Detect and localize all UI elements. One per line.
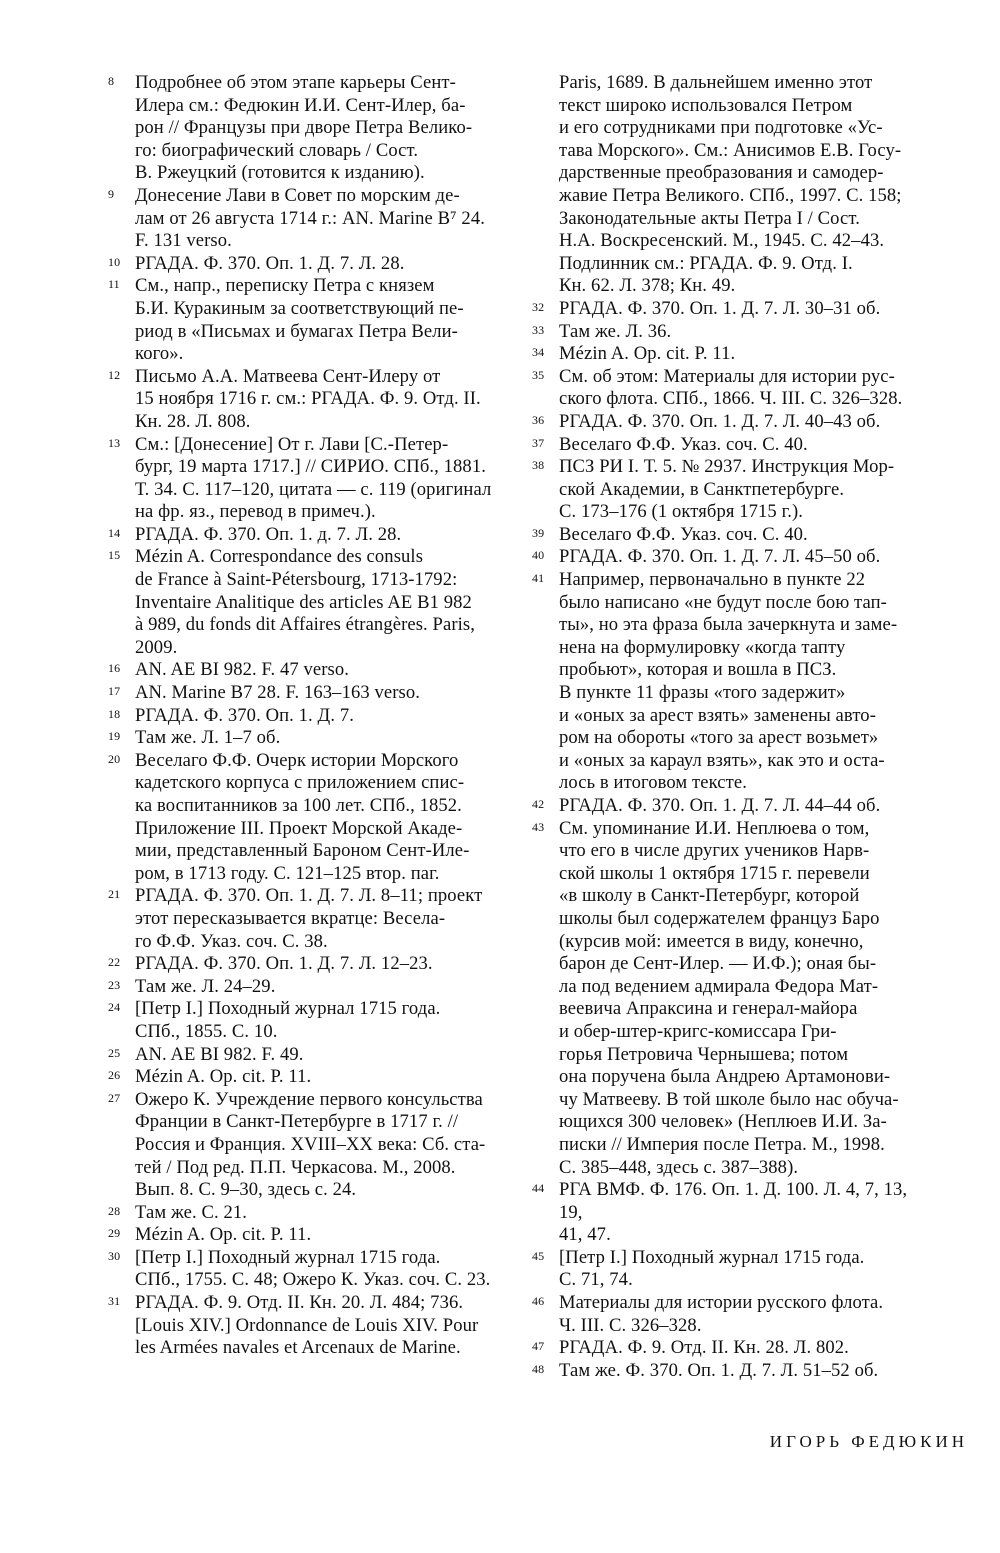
footnote-text: Mézin A. Op. cit. P. 11.	[135, 1066, 312, 1088]
footnote-number: 47	[532, 1339, 545, 1354]
footnote-number: 18	[108, 706, 121, 721]
footnote	[532, 434, 932, 457]
footnote-number: 29	[108, 1226, 121, 1241]
footnote	[108, 185, 508, 253]
footnote-number: 14	[108, 525, 121, 540]
footnote-text: Mézin A. Op. cit. P. 11.	[559, 343, 736, 365]
footnote-number: 24	[108, 1000, 121, 1015]
footnote-number: 44	[532, 1181, 545, 1196]
footnote	[108, 1247, 508, 1292]
footnote	[532, 1292, 932, 1337]
footnote-text: РГАДА. Ф. 370. Оп. 1. Д. 7. Л. 8–11; проект этот пересказывается вкратце: Весела- го Ф.Ф. Указ. соч. С. 38.	[135, 885, 483, 952]
footnote-text: Там же. С. 21.	[135, 1201, 248, 1223]
footnote-number: 32	[532, 299, 545, 314]
footnote-number: 23	[108, 977, 121, 992]
footnote-text: РГА ВМФ. Ф. 176. Оп. 1. Д. 100. Л. 4, 7, 13, 19, 41, 47.	[559, 1179, 908, 1246]
footnote	[108, 1044, 508, 1067]
footnote-text: РГАДА. Ф. 9. Отд. II. Кн. 28. Л. 802.	[559, 1337, 849, 1359]
footnote-number: 40	[532, 548, 545, 563]
footnote	[108, 659, 508, 682]
footnote-text: Mézin A. Op. cit. P. 11.	[135, 1224, 312, 1246]
footnote-text: Там же. Л. 24–29.	[135, 975, 276, 997]
footnote-text: РГАДА. Ф. 370. Оп. 1. Д. 7. Л. 12–23.	[135, 953, 433, 975]
footnote	[108, 953, 508, 976]
footnote-text: Mézin A. Correspondance des consuls de France à Saint-Pétersbourg, 1713-1792: Inventaire Analitique des articles AE B1 982 à 989, du fonds dit Affaires étrangères. Paris, 2009.	[135, 546, 475, 658]
footnote-number: 28	[108, 1203, 121, 1218]
footnote	[108, 72, 508, 185]
footnote-text: РГАДА. Ф. 370. Оп. 1. Д. 7. Л. 30–31 об.	[559, 297, 881, 319]
footnote	[108, 524, 508, 547]
footnote	[108, 275, 508, 365]
footnote-text: Подробнее об этом этапе карьеры Сент- Илера см.: Федюкин И.И. Сент-Илер, ба- рон // Французы при дворе Петра Велико- го: биографический словарь / Сост. В. Ржеуцкий (готовится к изданию).	[135, 72, 473, 184]
footnote-number: 12	[108, 367, 121, 382]
footnote	[108, 1202, 508, 1225]
footnote-number: 25	[108, 1045, 121, 1060]
footnote-text: См., напр., переписку Петра с князем Б.И. Куракиным за соответствующий пе- риод в «Письмах и бумагах Петра Вели- кого».	[135, 275, 464, 365]
footnote	[108, 750, 508, 886]
footnote-text: РГАДА. Ф. 370. Оп. 1. Д. 7.	[135, 704, 354, 726]
running-head-author: ИГОРЬ ФЕДЮКИН	[769, 1432, 968, 1451]
footnote	[108, 682, 508, 705]
footnote-number: 26	[108, 1068, 121, 1083]
footnote-text: См.: [Донесение] От г. Лави [С.-Петер- бург, 19 марта 1717.] // СИРИО. СПб., 1881. Т. 34. С. 117–120, цитата — с. 119 (оригинал на фр. яз., перевод в примеч.).	[135, 433, 492, 523]
footnote	[532, 1360, 932, 1383]
footnote-number: 31	[108, 1294, 121, 1309]
footnote-text: AN. Marine B7 28. F. 163–163 verso.	[135, 682, 421, 704]
footnote-text: Письмо А.А. Матвеева Сент-Илеру от 15 ноября 1716 г. см.: РГАДА. Ф. 9. Отд. II. Кн. 28. Л. 808.	[135, 365, 481, 432]
footnote-text: Там же. Ф. 370. Оп. 1. Д. 7. Л. 51–52 об.	[559, 1359, 879, 1381]
footnote-text: РГАДА. Ф. 370. Оп. 1. Д. 7. Л. 45–50 об.	[559, 546, 881, 568]
footnote	[532, 321, 932, 344]
footnote-text: Там же. Л. 36.	[559, 320, 672, 342]
footnote-number: 10	[108, 254, 121, 269]
footnote-text: Ожеро К. Учреждение первого консульства Франции в Санкт-Петербурге в 1717 г. // Россия и Франция. XVIII–XX века: Сб. ста- тей / Под ред. П.П. Черкасова. М., 2008. Вып. 8. С. 9–30, здесь с. 24.	[135, 1088, 486, 1201]
footnote-number: 22	[108, 955, 121, 970]
footnote	[532, 546, 932, 569]
footnote-number: 42	[532, 797, 545, 811]
footnote-text: Веселаго Ф.Ф. Указ. соч. С. 40.	[559, 433, 808, 455]
footnote-number: 8	[108, 74, 115, 88]
footnote-number: 20	[108, 751, 121, 766]
footnote-number: 37	[532, 435, 545, 450]
footnote-number: 17	[108, 684, 121, 699]
footnote	[532, 456, 932, 524]
footnote-number: 38	[532, 458, 545, 473]
footnote-text: Веселаго Ф.Ф. Очерк истории Морского кадетского корпуса с приложением спис- ка воспитанников за 100 лет. СПб., 1852. Приложение III. Проект Морской Акаде- мии, представленный Бароном Сент-Иле- ром, в 1713 году. С. 121–125 втор. паг.	[135, 749, 470, 884]
footnote-text: AN. AE BI 982. F. 49.	[135, 1043, 304, 1065]
footnote-number: 45	[532, 1248, 545, 1263]
footnote-number: 11	[108, 277, 120, 292]
footnote	[108, 1292, 508, 1360]
footnote	[108, 253, 508, 276]
footnote-text: См. об этом: Материалы для истории рус- ского флота. СПб., 1866. Ч. III. С. 326–328.	[559, 365, 903, 410]
footnote-text: Веселаго Ф.Ф. Указ. соч. С. 40.	[559, 523, 808, 545]
footnote-number: 9	[108, 186, 115, 201]
footnote	[532, 795, 932, 818]
footnote-number: 35	[532, 367, 545, 382]
footnote	[108, 1089, 508, 1202]
footnote	[108, 976, 508, 999]
footnote-number: 16	[108, 661, 121, 676]
footnote-text: РГАДА. Ф. 370. Оп. 1. Д. 7. Л. 40–43 об.	[559, 410, 881, 432]
footnote-text: Например, первоначально в пункте 22 было написано «не будут после бою тап- ты», но эта фраза была зачеркнута и заме- нена на формулировку «когда тапту пробьют», которая и вошла в ПСЗ. В пункте 11 фразы «того задержит» и «оных за арест взять» заменены авто- ром на обороты «того за арест возьмет» и «оных за караул взять», как это и оста- лось в итоговом тексте.	[559, 569, 898, 794]
footnote-text: Там же. Л. 1–7 об.	[135, 727, 281, 749]
footnote	[532, 72, 932, 298]
footnote-number: 39	[532, 525, 545, 540]
footnote	[532, 1337, 932, 1360]
footnote-number: 19	[108, 729, 121, 744]
footnote	[108, 885, 508, 953]
footnote-number: 46	[532, 1294, 545, 1309]
footnotes-right-column	[532, 72, 932, 1382]
footnote-number: 41	[532, 571, 545, 586]
footnote-number: 13	[108, 435, 121, 450]
footnote-number: 33	[532, 322, 545, 337]
footnote-text: Донесение Лави в Совет по морским де- лам от 26 августа 1714 г.: AN. Marine B⁷ 24. F. 131 verso.	[135, 184, 485, 252]
footnote	[532, 298, 932, 321]
footnote	[532, 411, 932, 434]
footnote-number: 43	[532, 819, 545, 834]
footnote-text: AN. AE BI 982. F. 47 verso.	[135, 659, 350, 681]
footnote-text: Материалы для истории русского флота. Ч. III. С. 326–328.	[559, 1292, 884, 1336]
footnote	[532, 343, 932, 366]
footnote-number: 15	[108, 548, 121, 563]
footnote	[108, 434, 508, 524]
footnote	[108, 546, 508, 659]
footnote-number: 21	[108, 887, 121, 902]
footnote	[532, 1247, 932, 1292]
footnote-text: РГАДА. Ф. 370. Оп. 1. Д. 7. Л. 44–44 об.	[559, 795, 881, 816]
footnote-number: 27	[108, 1090, 121, 1105]
footnote	[108, 998, 508, 1043]
footnote	[532, 818, 932, 1180]
footnote	[532, 524, 932, 547]
footnote-text: ПСЗ РИ I. Т. 5. № 2937. Инструкция Мор- ской Академии, в Санктпетербурге. С. 173–176 (1 октября 1715 г.).	[559, 456, 895, 523]
footnote-text: РГАДА. Ф. 370. Оп. 1. д. 7. Л. 28.	[135, 523, 402, 545]
footnote-number: 30	[108, 1248, 121, 1263]
footnote	[108, 1224, 508, 1247]
footnote	[108, 727, 508, 750]
footnote-text: [Петр I.] Походный журнал 1715 года. СПб., 1755. С. 48; Ожеро К. Указ. соч. С. 23.	[135, 1246, 491, 1291]
footnote-text: РГАДА. Ф. 9. Отд. II. Кн. 20. Л. 484; 736. [Louis XIV.] Ordonnance de Louis XIV. Pour les Armées navales et Arcenaux de Marine.	[135, 1292, 479, 1359]
footnotes-left-column	[108, 72, 508, 1360]
footnote	[532, 366, 932, 411]
footnote	[108, 366, 508, 434]
footnote-number: 34	[532, 345, 545, 360]
footnote-number: 48	[532, 1361, 545, 1376]
footnote-text: [Петр I.] Походный журнал 1715 года. С. 71, 74.	[559, 1246, 865, 1291]
footnote	[532, 1179, 932, 1247]
footnote-number: 36	[532, 412, 545, 427]
footnote-text: РГАДА. Ф. 370. Оп. 1. Д. 7. Л. 28.	[135, 252, 405, 274]
footnote	[108, 1066, 508, 1089]
footnote-text: [Петр I.] Походный журнал 1715 года. СПб., 1855. С. 10.	[135, 998, 441, 1042]
footnote-text: Paris, 1689. В дальнейшем именно этот текст широко использовался Петром и его сотрудниками при подготовке «Ус- тава Морского». См.: Анисимов Е.В. Госу- дарственные преобразования и самодер- жавие Петра Великого. СПб., 1997. С. 158; Законодательные акты Петра I / Сост. Н.А. Воскресенский. М., 1945. С. 42–43. Подлинник см.: РГАДА. Ф. 9. Отд. I. Кн. 62. Л. 378; Кн. 49.	[559, 72, 902, 297]
footnote	[532, 569, 932, 795]
footnote	[108, 705, 508, 728]
footnote-text: См. упоминание И.И. Неплюева о том, что его в числе других учеников Нарв- ской школы 1 октября 1715 г. перевели «в школу в Санкт-Петербург, которой школы был содержателем француз Баро (курсив мой: имеется в виду, конечно, барон де Сент-Илер. — И.Ф.); оная бы- ла под ведением адмирала Федора Мат- веевича Апраксина и генерал-майора и обер-штер-кригс-комиссара Гри- горья Петровича Чернышева; потом она поручена была Андрею Артамонови- чу Матвееву. В той школе было нас обуча- ющихся 300 человек» (Неплюев И.И. За- писки // Империя после Петра. М., 1998. С. 385–448, здесь с. 387–388).	[559, 817, 899, 1178]
